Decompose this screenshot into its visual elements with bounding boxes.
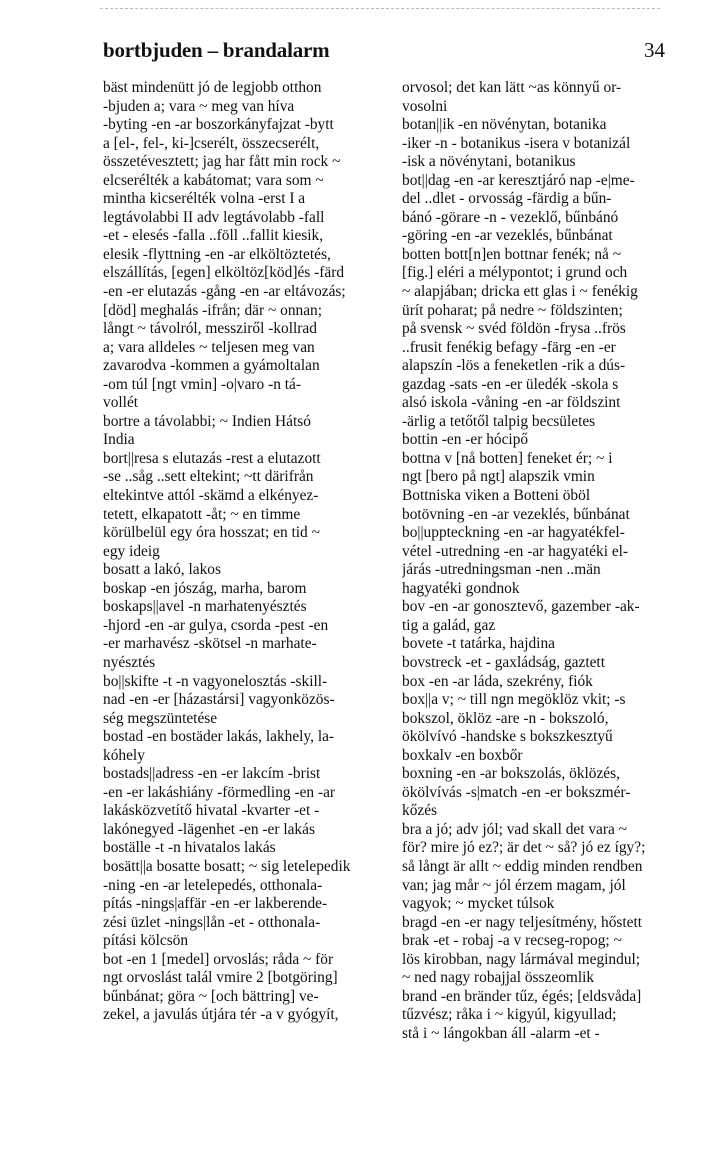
dictionary-line: tűzvész; råka i ~ kigyúl, kigyullad; bbox=[402, 1006, 617, 1024]
dictionary-line: bo||uppteckning -en -ar hagyatékfel- bbox=[402, 524, 625, 542]
dictionary-line: van; jag mår ~ jól érzem magam, jól bbox=[402, 876, 626, 894]
dictionary-line: -göring -en -ar vezeklés, bűnbánat bbox=[402, 227, 613, 245]
dictionary-line: bort||resa s elutazás -rest a elutazott bbox=[103, 449, 321, 467]
dictionary-line: bragd -en -er nagy teljesítmény, hőstett bbox=[402, 913, 643, 931]
dictionary-line: zési üzlet -nings|lån -et - otthonala- bbox=[103, 913, 321, 931]
dictionary-line: -et - elesés -falla ..föll ..fallit kiesik, bbox=[103, 227, 324, 245]
dictionary-line: zekel, a javulás útjára tér -a v gyógyít, bbox=[103, 1006, 339, 1024]
dictionary-line: bovstreck -et - gaxládság, gaztett bbox=[402, 653, 605, 671]
dictionary-line: ~ ned nagy robajjal összeomlik bbox=[402, 969, 595, 987]
dictionary-line: legtávolabbi II adv legtávolabb -fall bbox=[103, 208, 325, 226]
dictionary-line: boställe -t -n hivatalos lakás bbox=[103, 839, 276, 857]
dictionary-line: nad -en -er [házastársi] vagyonközös- bbox=[103, 691, 335, 709]
dictionary-line: vollét bbox=[103, 394, 139, 412]
dictionary-line: nyésztés bbox=[103, 653, 156, 671]
dictionary-line: långt ~ távolról, messziről -kollrad bbox=[103, 320, 317, 338]
dictionary-line: -ärlig a tetőtől talpig becsületes bbox=[402, 412, 596, 430]
dictionary-line: box -en -ar láda, szekrény, fiók bbox=[402, 672, 593, 690]
dictionary-line: ökölvívás -s|match -en -er bokszmér- bbox=[402, 783, 631, 801]
page-number: 34 bbox=[644, 38, 665, 62]
dictionary-line: -byting -en -ar boszorkányfajzat -bytt bbox=[103, 116, 334, 134]
dictionary-line: box||a v; ~ till ngn megöklöz vkit; -s bbox=[402, 691, 626, 709]
dictionary-line: på svensk ~ svéd földön -frysa ..frös bbox=[402, 320, 626, 338]
dictionary-line: orvosol; det kan lätt ~as könnyű or- bbox=[402, 79, 622, 96]
right-column bbox=[402, 79, 674, 1043]
dictionary-line: elesik -flyttning -en -ar elköltöztetés, bbox=[103, 245, 331, 263]
dictionary-line: bov -en -ar gonosztevő, gazember -ak- bbox=[402, 598, 640, 616]
dictionary-line: elcserélték a kabátomat; vara som ~ bbox=[103, 171, 324, 189]
dictionary-line: -hjord -en -ar gulya, csorda -pest -en bbox=[103, 616, 329, 634]
dictionary-line: -se ..såg ..sett eltekint; ~tt därifrån bbox=[103, 468, 314, 486]
dictionary-line: ngt orvoslást talál vmire 2 [botgöring] bbox=[103, 969, 338, 987]
left-column bbox=[103, 79, 373, 1025]
dictionary-line: Bottniska viken a Botteni öböl bbox=[402, 487, 591, 505]
dictionary-line: boskaps||avel -n marhatenyésztés bbox=[103, 598, 307, 616]
dictionary-line: boxning -en -ar bokszolás, öklözés, bbox=[402, 765, 620, 783]
dictionary-line: -en -er elutazás -gång -en -ar eltávozás; bbox=[103, 283, 346, 301]
dictionary-line: del ..dlet - orvosság -färdig a bűn- bbox=[402, 190, 612, 208]
dictionary-line: lös kirobban, nagy lármával megindul; bbox=[402, 950, 641, 968]
dictionary-line: alsó iskola -våning -en -ar földszint bbox=[402, 394, 621, 412]
dictionary-line: botan||ik -en növénytan, botanika bbox=[402, 116, 607, 134]
dictionary-line: [fig.] eléri a mélypontot; i grund och bbox=[402, 264, 628, 282]
dictionary-line: a; vara alldeles ~ teljesen meg van bbox=[103, 338, 315, 356]
dictionary-line: bot -en 1 [medel] orvoslás; råda ~ för bbox=[103, 950, 334, 968]
dictionary-line: bot||dag -en -ar keresztjáró nap -e|me- bbox=[402, 171, 635, 189]
dictionary-line: boxkalv -en boxbőr bbox=[402, 746, 523, 764]
dictionary-line: vétel -utredning -en -ar hagyatéki el- bbox=[402, 542, 629, 560]
dictionary-line: brand -en bränder tűz, égés; [eldsvåda] bbox=[402, 987, 642, 1005]
dictionary-line: egy ideig bbox=[103, 542, 160, 560]
dictionary-line: bosatt a lakó, lakos bbox=[103, 561, 221, 579]
dictionary-line: bottna v [nå botten] feneket ér; ~ i bbox=[402, 449, 613, 467]
dictionary-line: bostads||adress -en -er lakcím -brist bbox=[103, 765, 321, 783]
dictionary-line: kőzés bbox=[402, 802, 438, 820]
dictionary-line: alapszín -lös a feneketlen -rik a dús- bbox=[402, 357, 626, 375]
dictionary-line: stå i ~ lángokban áll -alarm -et - bbox=[402, 1024, 600, 1042]
dictionary-line: bokszol, öklöz -are -n - bokszoló, bbox=[402, 709, 609, 727]
dictionary-line: -isk a növénytani, botanikus bbox=[402, 153, 576, 171]
dictionary-line: bo||skifte -t -n vagyonelosztás -skill- bbox=[103, 672, 328, 690]
dictionary-line: pítási kölcsön bbox=[103, 932, 189, 950]
dictionary-line: gazdag -sats -en -er üledék -skola s bbox=[402, 375, 619, 393]
dictionary-line: a [el-, fel-, ki-]cserélt, összecserélt, bbox=[103, 134, 320, 152]
dictionary-line: lakásközvetítő hivatal -kvarter -et - bbox=[103, 802, 320, 820]
dictionary-line: -ning -en -ar letelepedés, otthonala- bbox=[103, 876, 323, 894]
dictionary-line: ..frusit fenékig befagy -färg -en -er bbox=[402, 338, 616, 356]
dictionary-line: eltekintve attól -skämd a elkényez- bbox=[103, 487, 319, 505]
dictionary-line: ngt [bero på ngt] alapszik vmin bbox=[402, 468, 595, 486]
dictionary-line: -er marhavész -skötsel -n marhate- bbox=[103, 635, 317, 653]
running-head: bortbjuden – brandalarm bbox=[103, 38, 330, 62]
dictionary-line: ~ alapjában; dricka ett glas i ~ fenékig bbox=[402, 283, 638, 301]
dictionary-line: bánó -görare -n - vezeklő, bűnbánó bbox=[402, 208, 619, 226]
dictionary-line: -iker -n - botanikus -isera v botanizál bbox=[402, 134, 631, 152]
dictionary-line: körülbelül egy óra hosszat; en tid ~ bbox=[103, 524, 320, 542]
dictionary-line: -bjuden a; vara ~ meg van híva bbox=[103, 97, 295, 115]
dictionary-line: så långt är allt ~ eddig minden rendben bbox=[402, 857, 643, 875]
dictionary-line: bosätt||a bosatte bosatt; ~ sig letelepedik bbox=[103, 857, 351, 875]
dictionary-line: bottin -en -er hócipő bbox=[402, 431, 529, 449]
dictionary-line: botten bott[n]en bottnar fenék; nå ~ bbox=[402, 245, 622, 263]
dictionary-line: [död] meghalás -ifrån; där ~ onnan; bbox=[103, 301, 323, 319]
dictionary-line: brak -et - robaj -a v recseg-ropog; ~ bbox=[402, 932, 622, 950]
dictionary-line: tig a galád, gaz bbox=[402, 616, 496, 634]
top-edge-rule bbox=[100, 8, 660, 9]
dictionary-line: botövning -en -ar vezeklés, bűnbánat bbox=[402, 505, 630, 523]
dictionary-line: ökölvívó -handske s bokszkesztyű bbox=[402, 728, 613, 746]
dictionary-line: bra a jó; adv jól; vad skall det vara ~ bbox=[402, 820, 628, 838]
dictionary-line: bűnbánat; göra ~ [och bättring] ve- bbox=[103, 987, 319, 1005]
dictionary-line: tetett, elkapatott -åt; ~ en timme bbox=[103, 505, 301, 523]
dictionary-line: vagyok; ~ mycket túlsok bbox=[402, 895, 555, 913]
dictionary-line: bostad -en bostäder lakás, lakhely, la- bbox=[103, 728, 335, 746]
dictionary-line: för? mire jó ez?; är det ~ så? jó ez így?; bbox=[402, 839, 646, 857]
dictionary-line: bortre a távolabbi; ~ Indien Hátsó bbox=[103, 412, 311, 430]
dictionary-line: ség megszüntetése bbox=[103, 709, 218, 727]
dictionary-line: mintha kicserélték volna -erst I a bbox=[103, 190, 306, 208]
dictionary-line: lakónegyed -lägenhet -en -er lakás bbox=[103, 820, 315, 838]
dictionary-line: bovete -t tatárka, hajdina bbox=[402, 635, 555, 653]
dictionary-line: India bbox=[103, 431, 135, 449]
dictionary-line: -en -er lakáshiány -förmedling -en -ar bbox=[103, 783, 336, 801]
dictionary-line: járás -utredningsman -nen ..män bbox=[402, 561, 601, 579]
dictionary-line: összetévesztett; jag har fått min rock ~ bbox=[103, 153, 341, 171]
dictionary-line: ürít poharat; på nedre ~ földszinten; bbox=[402, 301, 623, 319]
dictionary-line: bäst mindenütt jó de legjobb otthon bbox=[103, 79, 322, 96]
dictionary-line: boskap -en jószág, marha, barom bbox=[103, 579, 307, 597]
dictionary-line: kóhely bbox=[103, 746, 145, 764]
dictionary-line: zavarodva -kommen a gyámoltalan bbox=[103, 357, 320, 375]
dictionary-line: vosolni bbox=[402, 97, 448, 115]
dictionary-line: elszállítás, [egen] elköltöz[köd]és -färd bbox=[103, 264, 345, 282]
dictionary-line: -om túl [ngt vmin] -o|varo -n tá- bbox=[103, 375, 301, 393]
dictionary-line: hagyatéki gondnok bbox=[402, 579, 520, 597]
dictionary-line: pítás -nings|affär -en -er lakberende- bbox=[103, 895, 328, 913]
